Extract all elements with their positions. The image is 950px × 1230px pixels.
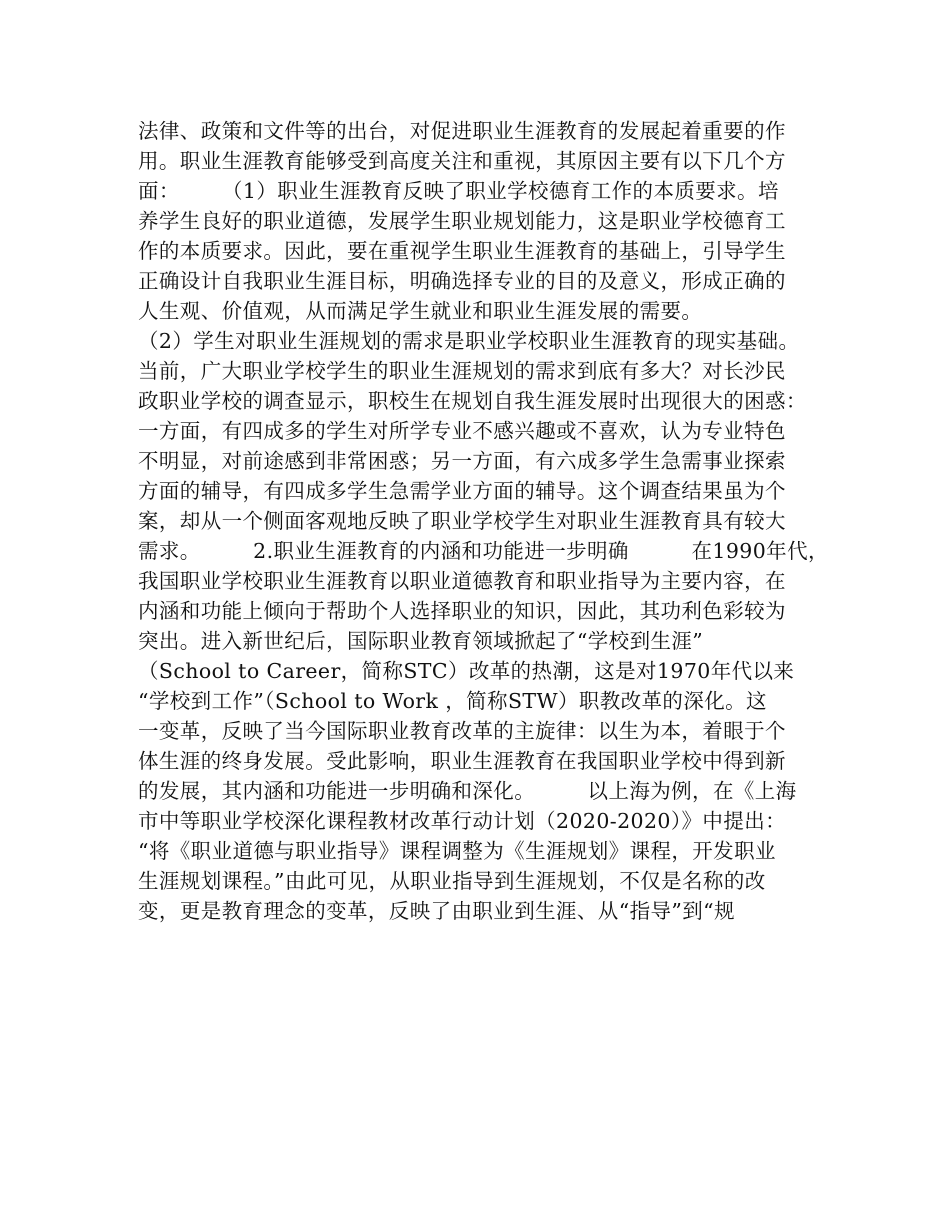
text-line: （2）学生对职业生涯规划的需求是职业学校职业生涯教育的现实基础。 (138, 329, 800, 353)
text-line: 当前，广大职业学校学生的职业生涯规划的需求到底有多大？对长沙民 (138, 359, 786, 383)
text-line: 不明显，对前途感到非常困惑；另一方面，有六成多学生急需事业探索 (138, 449, 786, 473)
text-line: 生涯规划课程。”由此可见，从职业指导到生涯规划，不仅是名称的改 (138, 869, 766, 893)
text-line: 突出。进入新世纪后，国际职业教育领域掀起了“学校到生涯” (138, 629, 704, 653)
text-line: “将《职业道德与职业指导》课程调整为《生涯规划》课程，开发职业 (138, 839, 776, 863)
text-line: （School to Career，简称STC）改革的热潮，这是对1970年代以来 (138, 659, 795, 683)
text-line: 案，却从一个侧面客观地反映了职业学校学生对职业生涯教育具有较大 (138, 509, 786, 533)
text-line: 作的本质要求。因此，要在重视学生职业生涯教育的基础上，引导学生 (138, 239, 786, 263)
text-line: 内涵和功能上倾向于帮助个人选择职业的知识，因此，其功利色彩较为 (138, 599, 786, 623)
text-line: “学校到工作”（School to Work ，简称STW）职教改革的深化。这 (138, 689, 767, 713)
text-line: 正确设计自我职业生涯目标，明确选择专业的目的及意义，形成正确的 (138, 269, 786, 293)
text-line: 体生涯的终身发展。受此影响，职业生涯教育在我国职业学校中得到新 (138, 749, 786, 773)
text-line: 我国职业学校职业生涯教育以职业道德教育和职业指导为主要内容，在 (138, 569, 786, 593)
text-line: 政职业学校的调查显示，职校生在规划自我生涯发展时出现很大的困惑： (138, 389, 807, 413)
text-line: 一方面，有四成多的学生对所学专业不感兴趣或不喜欢，认为专业特色 (138, 419, 786, 443)
text-line: 养学生良好的职业道德，发展学生职业规划能力，这是职业学校德育工 (138, 209, 786, 233)
text-line: 人生观、价值观，从而满足学生就业和职业生涯发展的需要。 (138, 299, 703, 323)
text-line: 一变革，反映了当今国际职业教育改革的主旋律：以生为本，着眼于个 (138, 719, 786, 743)
text-line: 方面的辅导，有四成多学生急需学业方面的辅导。这个调查结果虽为个 (138, 479, 786, 503)
text-line: 的发展，其内涵和功能进一步明确和深化。 以上海为例，在《上海 (138, 779, 797, 803)
text-line: 市中等职业学校深化课程教材改革行动计划（2020-2020）》中提出： (138, 809, 787, 833)
text-line: 需求。 2.职业生涯教育的内涵和功能进一步明确 在1990年代， (138, 539, 829, 563)
text-line: 法律、政策和文件等的出台，对促进职业生涯教育的发展起着重要的作 (138, 119, 786, 143)
text-line: 面： （1）职业生涯教育反映了职业学校德育工作的本质要求。培 (138, 179, 779, 203)
body-text (138, 116, 828, 926)
text-line: 用。职业生涯教育能够受到高度关注和重视，其原因主要有以下几个方 (138, 149, 786, 173)
text-line: 变，更是教育理念的变革，反映了由职业到生涯、从“指导”到“规 (138, 899, 735, 923)
